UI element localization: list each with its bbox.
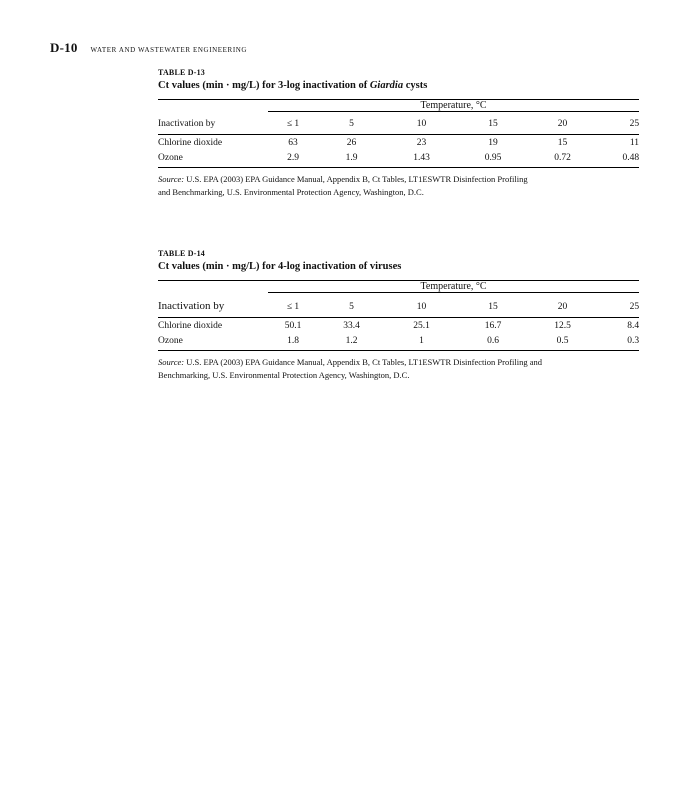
page-header: [50, 40, 247, 56]
column-header-temp-5: 5: [318, 112, 385, 135]
table-cell: 19: [488, 138, 498, 148]
table-row-ozone: [158, 150, 639, 168]
page-content: [158, 68, 639, 382]
table-cell: 8.4: [627, 320, 640, 331]
table-title-italic-term: Giardia: [369, 80, 404, 91]
table-cell: 1.9: [345, 153, 358, 163]
table-cell: 2.9: [287, 153, 299, 163]
column-header-temp-25: 25: [597, 293, 639, 318]
table-title-text: Ct values (min · mg/L) for 3-log inactivation of: [158, 80, 370, 91]
column-header-temp-10: 10: [385, 112, 458, 135]
table-label-d14: TABLE D-14: [158, 249, 205, 259]
table-cell: 1: [419, 335, 424, 346]
table-cell: 11: [629, 138, 640, 148]
column-header-row: [158, 112, 639, 135]
temperature-spanner-header: Temperature, °C: [268, 281, 639, 293]
table-title-d14: [158, 261, 639, 272]
source-text: U.S. EPA (2003) EPA Guidance Manual, Appendix B, Ct Tables, LT1ESWTR Disinfection Profiling: [184, 174, 528, 184]
column-header-temp-25: 25: [597, 112, 639, 135]
column-header-inactivation-by: Inactivation by: [158, 293, 268, 318]
table-cell: 0.95: [484, 153, 502, 163]
column-header-temp-15: 15: [458, 293, 528, 318]
table-cell: 25.1: [413, 320, 430, 331]
source-line: [158, 356, 639, 369]
temperature-row: [158, 281, 639, 293]
empty-corner-cell: [158, 100, 268, 112]
source-note-d13: [158, 173, 639, 199]
table-cell: 50.1: [284, 320, 302, 331]
row-label-chlorine-dioxide: Chlorine dioxide: [158, 320, 223, 331]
row-label-chlorine-dioxide: Chlorine dioxide: [158, 138, 223, 148]
source-line: and Benchmarking, U.S. Environmental Protection Agency, Washington, D.C.: [158, 187, 424, 198]
table-row-chlorine-dioxide: [158, 135, 639, 151]
temperature-spanner-header: Temperature, °C: [268, 100, 639, 112]
column-header-row: [158, 293, 639, 318]
table-block-d13: [158, 68, 639, 199]
source-text: U.S. EPA (2003) EPA Guidance Manual, Appendix B, Ct Tables, LT1ESWTR Disinfection Profiling and: [184, 356, 543, 367]
column-header-temp-5: 5: [318, 293, 385, 318]
table-block-d14: [158, 249, 639, 382]
ct-table-d14: [158, 280, 639, 351]
table-title-d13: [158, 80, 639, 91]
table-cell: 26: [346, 138, 357, 148]
table-cell: 1.8: [287, 335, 299, 346]
table-cell: 1.2: [345, 335, 358, 346]
source-line: [158, 173, 639, 186]
table-cell: 16.7: [484, 320, 502, 331]
column-header-temp-20: 20: [528, 112, 597, 135]
ct-table-d13: [158, 99, 639, 168]
table-cell: 0.6: [487, 335, 499, 346]
table-cell: 0.72: [554, 153, 571, 163]
column-header-temp-20: 20: [528, 293, 597, 318]
table-title-suffix: cysts: [403, 80, 428, 91]
table-title-text: Ct values (min · mg/L) for 4-log inactivation of viruses: [158, 261, 402, 273]
table-cell: 33.4: [343, 320, 360, 331]
empty-corner-cell: [158, 281, 268, 293]
column-header-temp-10: 10: [385, 293, 458, 318]
source-label: Source:: [158, 356, 185, 367]
table-row-ozone: [158, 333, 639, 351]
table-cell: 23: [416, 138, 427, 148]
column-header-temp-15: 15: [458, 112, 528, 135]
row-label-ozone: Ozone: [158, 335, 183, 346]
running-header: WATER AND WASTEWATER ENGINEERING: [90, 46, 248, 54]
source-note-d14: [158, 356, 639, 382]
table-cell: 0.5: [556, 335, 569, 346]
table-cell: 0.3: [627, 335, 640, 346]
table-row-chlorine-dioxide: [158, 317, 639, 333]
table-cell: 1.43: [413, 153, 430, 163]
table-cell: 63: [288, 138, 298, 148]
table-label-d13: TABLE D-13: [158, 68, 205, 77]
page-number: D-10: [50, 40, 78, 55]
temperature-row: [158, 100, 639, 112]
table-cell: 15: [557, 138, 568, 148]
column-header-inactivation-by: Inactivation by: [158, 112, 268, 135]
source-label: Source:: [158, 174, 185, 184]
column-header-temp-le1: ≤ 1: [268, 293, 318, 318]
table-cell: 0.48: [622, 153, 640, 163]
table-cell: 12.5: [554, 320, 571, 331]
source-line: Benchmarking, U.S. Environmental Protection Agency, Washington, D.C.: [158, 370, 410, 381]
column-header-temp-le1: ≤ 1: [268, 112, 318, 135]
row-label-ozone: Ozone: [158, 153, 183, 163]
